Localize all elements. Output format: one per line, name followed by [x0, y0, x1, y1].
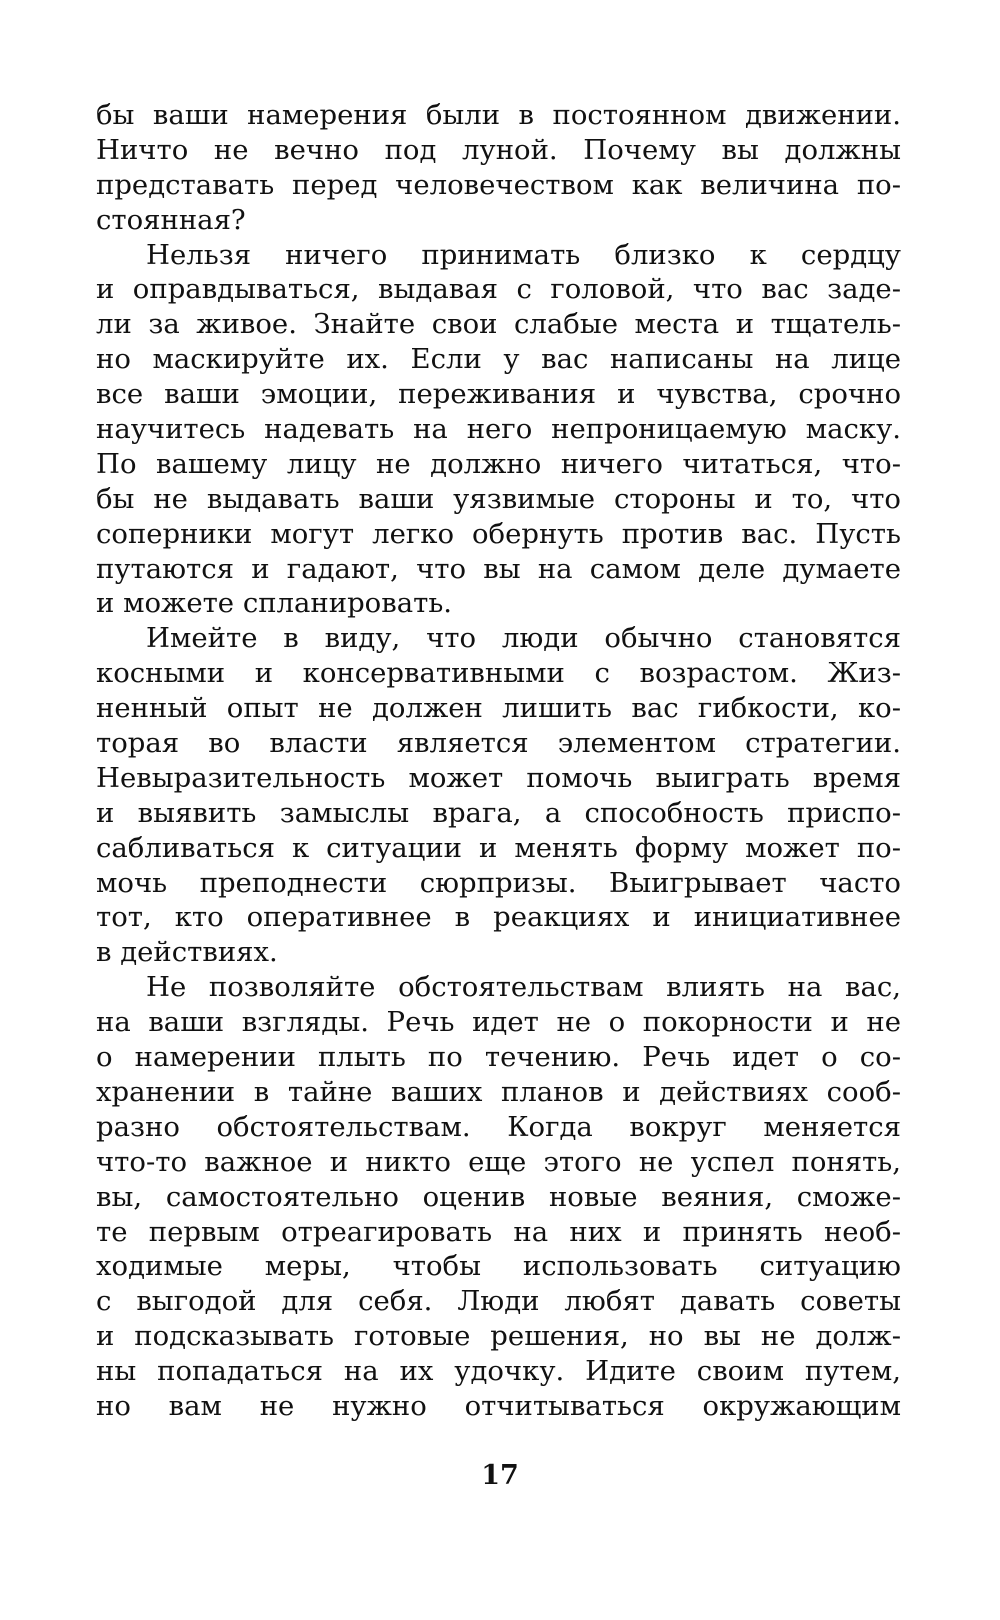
text-line: научитесь надевать на него непроницаемую маску. [96, 413, 901, 446]
text-line: и подсказывать готовые решения, но вы не долж- [96, 1320, 901, 1353]
text-line: на ваши взгляды. Речь идет не о покорности и не [96, 1006, 901, 1039]
page-number: 17 [481, 1460, 519, 1491]
text-line: бы ваши намерения были в постоянном движении. [96, 99, 901, 131]
text-line: косными и консервативными с возрастом. Жиз- [96, 657, 901, 690]
text-line: но вам не нужно отчитываться окружающим [96, 1389, 901, 1422]
paragraph-first-line: Нельзя ничего принимать близко к сердцу [146, 238, 901, 271]
text-line: мочь преподнести сюрпризы. Выигрывает часто [96, 866, 901, 899]
text-line: ли за живое. Знайте свои слабые места и тщатель- [96, 308, 901, 341]
text-line: тот, кто оперативнее в реакциях и инициативнее [96, 901, 901, 934]
text-line: ходимые меры, чтобы использовать ситуацию [96, 1250, 901, 1283]
text-line: Ничто не вечно под луной. Почему вы должны [96, 133, 901, 166]
text-line: торая во власти является элементом стратегии. [96, 727, 901, 760]
text-line: бы не выдавать ваши уязвимые стороны и то, что [96, 482, 901, 515]
text-line: сабливаться к ситуации и менять форму может по- [96, 831, 901, 864]
text-line: ненный опыт не должен лишить вас гибкости, ко- [96, 692, 901, 725]
text-line: но маскируйте их. Если у вас написаны на лице [96, 343, 901, 376]
paragraph-first-line: Имейте в виду, что люди обычно становятся [146, 622, 901, 655]
body-text [96, 98, 901, 1424]
text-line: Невыразительность может помочь выиграть время [96, 761, 901, 794]
text-line: вы, самостоятельно оценив новые веяния, сможе- [96, 1180, 901, 1213]
text-line: хранении в тайне ваших планов и действиях сооб- [96, 1075, 901, 1108]
text-line: По вашему лицу не должно ничего читаться, что- [96, 447, 901, 480]
text-line: в действиях. [96, 936, 278, 969]
text-line: соперники могут легко обернуть против вас. Пусть [96, 517, 901, 550]
paragraph-first-line: Не позволяйте обстоятельствам влиять на вас, [146, 971, 901, 1004]
text-line: и можете спланировать. [96, 587, 453, 620]
text-line: стоянная? [96, 203, 246, 236]
text-line: с выгодой для себя. Люди любят давать советы [96, 1285, 901, 1318]
text-line: и выявить замыслы врага, а способность приспо- [96, 796, 901, 829]
text-line: путаются и гадают, что вы на самом деле думаете [96, 552, 901, 585]
text-line: что-то важное и никто еще этого не успел понять, [96, 1145, 901, 1178]
text-line: разно обстоятельствам. Когда вокруг меняется [96, 1110, 901, 1143]
text-line: те первым отреагировать на них и принять необ- [96, 1215, 901, 1248]
text-line: и оправдываться, выдавая с головой, что вас заде- [96, 273, 901, 306]
text-line: представать перед человечеством как величина по- [96, 168, 901, 201]
text-line: о намерении плыть по течению. Речь идет о со- [96, 1041, 901, 1074]
text-line: ны попадаться на их удочку. Идите своим путем, [96, 1355, 901, 1388]
text-line: все ваши эмоции, переживания и чувства, срочно [96, 378, 901, 411]
